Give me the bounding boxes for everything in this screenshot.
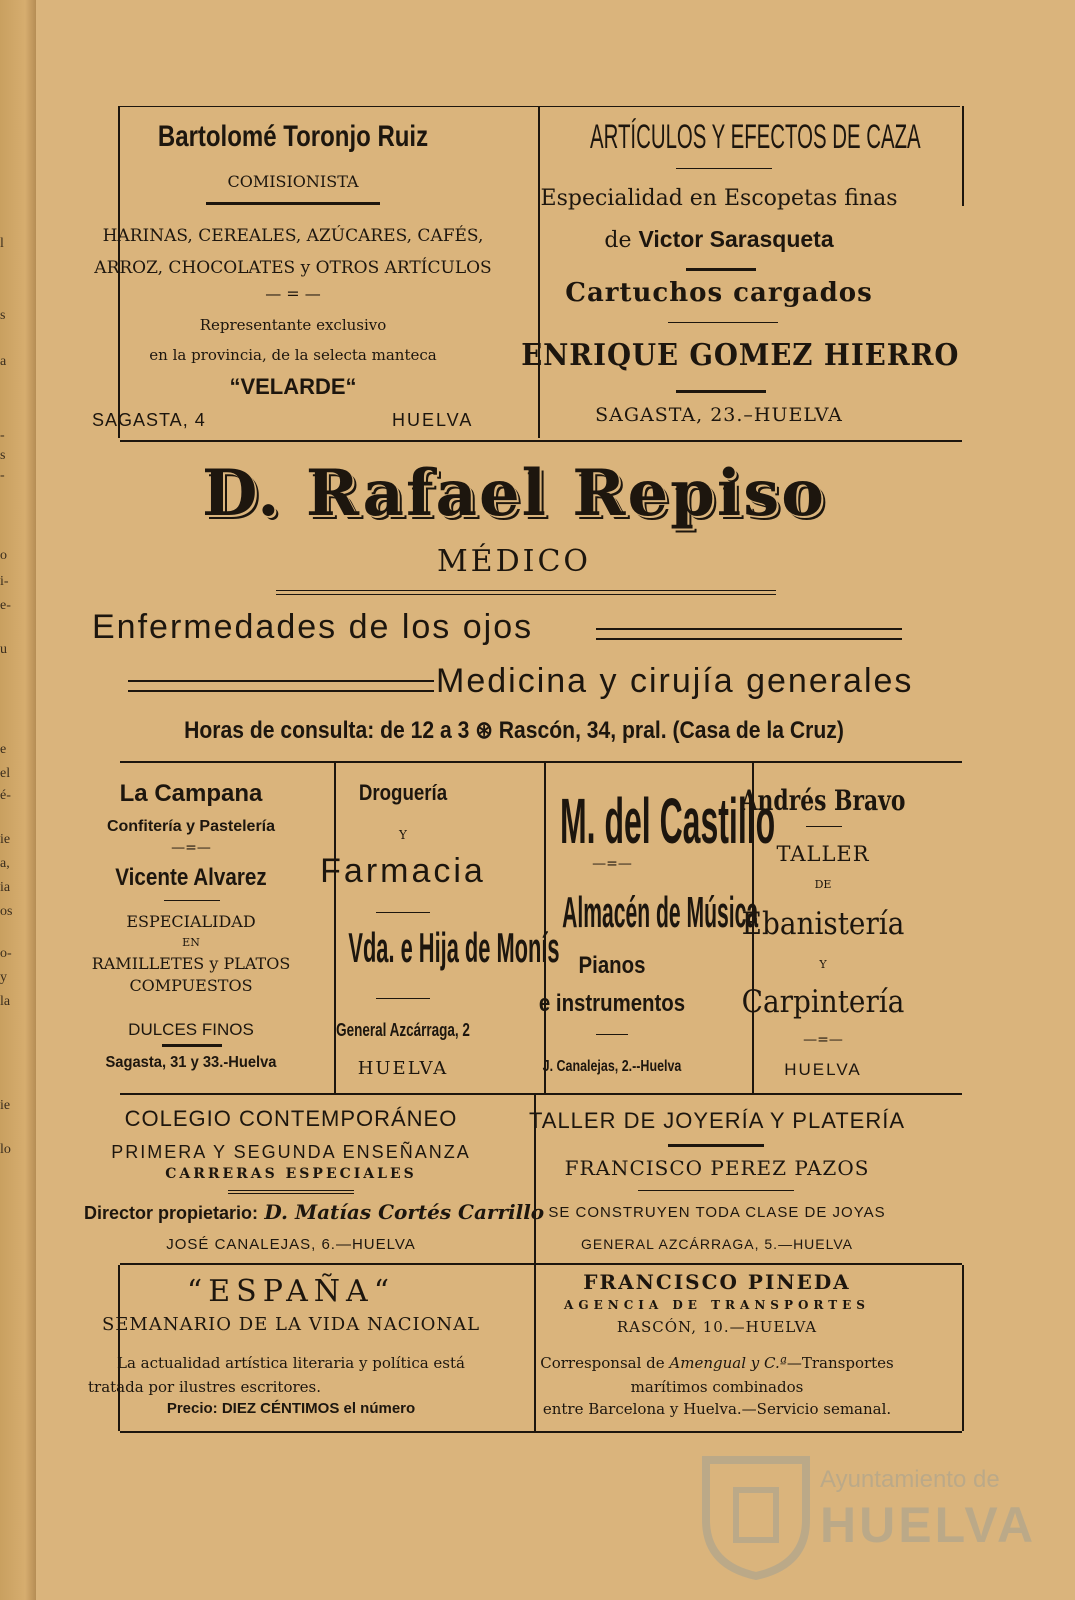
ad11-l1-prefix: Corresponsal de — [540, 1354, 665, 1372]
adjacent-page-edge — [0, 0, 36, 1600]
ad1-address: SAGASTA, 4 — [92, 410, 206, 430]
page — [36, 0, 1075, 1600]
ad1-role: COMISIONISTA — [227, 172, 359, 191]
adjacent-page-text: s — [0, 308, 6, 323]
ad8-l1: PRIMERA Y SEGUNDA ENSEÑANZA — [111, 1142, 471, 1162]
ad5-city: HUELVA — [357, 1058, 449, 1079]
ad8-address: JOSÉ CANALEJAS, 6.—HUELVA — [166, 1236, 416, 1253]
ad2-line2 — [504, 226, 934, 253]
ad7-l4: Y — [819, 958, 827, 971]
ad3-role: MÉDICO — [436, 544, 592, 579]
ad4-sub: Confitería y Pastelería — [106, 818, 276, 835]
ad4-l2: EN — [182, 936, 200, 949]
adjacent-page-text: la — [0, 994, 11, 1009]
ad5-rule — [376, 998, 430, 999]
adjacent-page-text: l — [0, 236, 4, 251]
ad2-rule — [676, 390, 766, 393]
row-divider — [120, 761, 962, 763]
ad3-rule — [276, 594, 776, 595]
ad5-name: Farmacia — [320, 852, 486, 890]
adjacent-page-text: el — [0, 766, 11, 781]
ad4-address: Sagasta, 31 y 33.-Huelva — [105, 1054, 277, 1071]
ad9-l1: SE CONSTRUYEN TODA CLASE DE JOYAS — [548, 1204, 886, 1221]
ad7-l3: Ebanistería — [741, 906, 905, 942]
ad9-rule — [668, 1144, 764, 1147]
ad4-l3: RAMILLETES y PLATOS — [91, 954, 291, 973]
ad7-l2: DE — [814, 878, 832, 891]
ad5-title: Droguería — [358, 780, 448, 805]
ad2-owner: ENRIQUE GOMEZ HIERRO — [521, 338, 960, 373]
row-divider — [120, 1093, 962, 1095]
ad8-rule — [228, 1190, 354, 1191]
adjacent-page-text: - — [0, 428, 5, 443]
ad6-l2: Pianos — [578, 952, 646, 979]
ad11-address: RASCÓN, 10.—HUELVA — [616, 1318, 818, 1336]
ad3-hours: Horas de consulta: de 12 a 3 ⊛ Rascón, 34, pral. (Casa de la Cruz) — [184, 717, 844, 744]
ad3-ornament-line — [596, 628, 902, 640]
ad2-line3: Cartuchos cargados — [565, 278, 873, 308]
column-divider — [538, 106, 540, 438]
adjacent-page-text: e — [0, 742, 7, 757]
ad4-l5: DULCES FINOS — [128, 1020, 254, 1039]
ad6-rule — [596, 1034, 628, 1035]
ad7-rule — [806, 826, 842, 827]
ad7-name: Andrés Bravo — [740, 784, 906, 817]
frame-bottom-rule — [120, 1431, 962, 1433]
ad10-l2: tratada por ilustres escritores. — [88, 1378, 322, 1396]
ad1-city: HUELVA — [392, 410, 474, 430]
ad3-spec1: Enfermedades de los ojos — [92, 608, 534, 646]
ad8-rule — [228, 1193, 354, 1194]
ad5-y: Y — [399, 828, 407, 842]
adjacent-page-text: i- — [0, 574, 9, 589]
ad7-l1: TALLER — [776, 842, 870, 866]
adjacent-page-text: a — [0, 354, 7, 369]
ad5-address: General Azcárraga, 2 — [336, 1020, 470, 1040]
column-divider — [334, 763, 336, 1093]
ad2-line1: Especialidad en Escopetas finas — [540, 186, 898, 211]
ad10-sub: SEMANARIO DE LA VIDA NACIONAL — [101, 1314, 481, 1335]
ad1-divider: — = — — [265, 284, 321, 303]
ad8-l2: CARRERAS ESPECIALES — [165, 1166, 417, 1182]
adjacent-page-text: ia — [0, 880, 11, 895]
adjacent-page-text: o — [0, 548, 7, 563]
ad1-brand: “VELARDE“ — [229, 374, 357, 399]
ad5-owner: Vda. e Hija de Monís — [348, 924, 560, 971]
ad6-l1: Almacén de Música — [562, 888, 759, 937]
ad7-city: HUELVA — [784, 1060, 862, 1079]
ad4-name: La Campana — [119, 780, 263, 807]
ayuntamiento-huelva-watermark — [696, 1450, 1037, 1590]
ad4-owner: Vicente Alvarez — [115, 864, 267, 891]
ad4-l4: COMPUESTOS — [129, 976, 253, 995]
ad8-director — [84, 1200, 545, 1224]
ad9-rule — [638, 1190, 794, 1191]
ad1-line1: HARINAS, CEREALES, AZÚCARES, CAFÉS, — [102, 226, 484, 246]
ad9-title: TALLER DE JOYERÍA Y PLATERÍA — [528, 1108, 906, 1133]
ad8-director-name: D. Matías Cortés Carrillo — [264, 1200, 545, 1224]
ad10-l1: La actualidad artística literaria y política está — [117, 1354, 465, 1372]
ad11-l2: marítimos combinados — [630, 1378, 804, 1396]
ad1-rep2: en la provincia, de la selecta manteca — [149, 346, 437, 364]
ad4-divider: —=— — [171, 840, 211, 856]
ad2-ornament — [668, 322, 778, 323]
ad7-l5: Carpintería — [741, 984, 905, 1020]
ad11-l1-suffix: —Transportes — [786, 1354, 894, 1372]
ad6-divider: —=— — [592, 856, 632, 872]
adjacent-page-text: s — [0, 448, 6, 463]
ad2-rule — [686, 268, 756, 271]
ad9-address: GENERAL AZCÁRRAGA, 5.—HUELVA — [580, 1236, 854, 1252]
watermark-line1: Ayuntamiento de — [820, 1466, 1000, 1493]
ad1-rep1: Representante exclusivo — [199, 316, 387, 334]
adjacent-page-text: os — [0, 904, 13, 919]
ad11-name: FRANCISCO PINEDA — [583, 1270, 851, 1294]
ad2-address: SAGASTA, 23.–HUELVA — [595, 404, 843, 426]
ad10-title: “ESPAÑA“ — [186, 1274, 396, 1309]
ad11-l1-company: Amengual y C.ª — [669, 1354, 787, 1372]
ad6-address: J. Canalejas, 2.--Huelva — [542, 1058, 682, 1075]
ad11-l3: entre Barcelona y Huelva.—Servicio semanal. — [542, 1400, 892, 1418]
ad1-line2: ARROZ, CHOCOLATES y OTROS ARTÍCULOS — [94, 258, 492, 278]
adjacent-page-text: e- — [0, 598, 11, 613]
ad8-name: COLEGIO CONTEMPORÁNEO — [124, 1106, 458, 1131]
ad1-name: Bartolomé Toronjo Ruiz — [157, 120, 429, 153]
ad8-director-label: Director propietario: — [84, 1203, 259, 1223]
watermark-line2: HUELVA — [820, 1497, 1037, 1553]
ad7-divider: —=— — [803, 1032, 843, 1048]
ad10-price: Precio: DIEZ CÉNTIMOS el número — [166, 1400, 416, 1417]
ad2-brand: Victor Sarasqueta — [638, 226, 834, 252]
ad2-title: ARTÍCULOS Y EFECTOS DE CAZA — [590, 118, 921, 156]
adjacent-page-text: y — [0, 970, 7, 985]
ad3-ornament-line — [128, 680, 434, 692]
ad6-name: M. del Castillo — [560, 785, 776, 857]
adjacent-page-text: o- — [0, 946, 12, 961]
adjacent-page-text: - — [0, 468, 5, 483]
ad1-rule — [206, 202, 380, 205]
ad3-name: D. Rafael Repiso — [202, 456, 826, 531]
ad4-rule — [164, 900, 220, 901]
ad11-sub: AGENCIA DE TRANSPORTES — [564, 1298, 870, 1312]
adjacent-page-text: ie — [0, 832, 11, 847]
frame-right-rule — [962, 106, 964, 206]
ad4-rule — [162, 1044, 222, 1047]
adjacent-page-text: ie — [0, 1098, 11, 1113]
adjacent-page-text: lo — [0, 1142, 11, 1157]
ad2-line2-prefix: de — [604, 228, 632, 253]
ad11-l1 — [500, 1354, 934, 1372]
frame-right-rule — [962, 1265, 964, 1431]
ad5-ornament — [376, 912, 430, 913]
ad3-rule — [276, 590, 776, 591]
row-divider — [120, 440, 962, 442]
frame-top-rule — [120, 106, 960, 107]
ad9-owner: FRANCISCO PEREZ PAZOS — [564, 1156, 870, 1180]
adjacent-page-text: é- — [0, 788, 11, 803]
row-divider — [120, 1263, 962, 1265]
adjacent-page-text: u — [0, 642, 7, 657]
adjacent-page-text: a, — [0, 856, 10, 871]
ad6-l3: e instrumentos — [538, 990, 686, 1017]
ad2-ornament — [676, 168, 772, 169]
ad3-spec2: Medicina y cirujía generales — [436, 662, 914, 700]
city-crest-icon — [696, 1450, 816, 1580]
ad4-l1: ESPECIALIDAD — [126, 912, 256, 931]
